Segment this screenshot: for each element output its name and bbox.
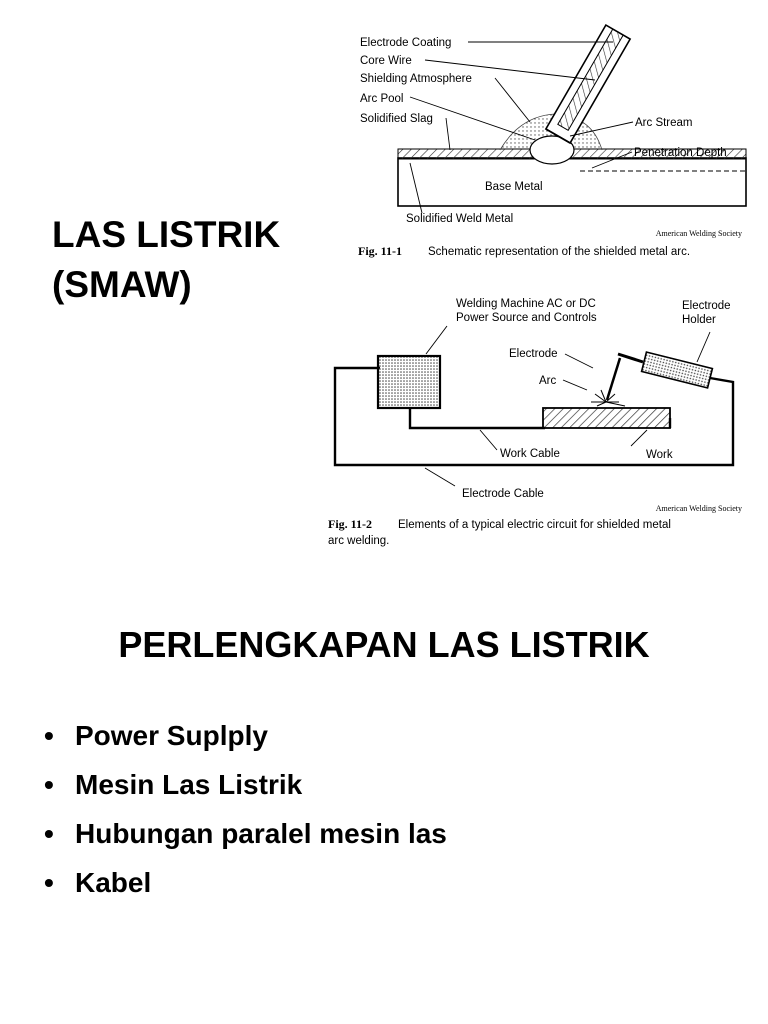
figure-2-caption-text-line-1: Elements of a typical electric circuit for shielded metal	[398, 519, 671, 531]
figure-2-diagram	[325, 290, 750, 552]
label-work: Work	[646, 449, 673, 461]
welding-machine-shape	[378, 356, 440, 408]
label-electrode: Electrode	[509, 348, 558, 360]
work-piece-shape	[543, 408, 670, 428]
list-item-text: Hubungan paralel mesin las	[75, 818, 447, 849]
bullet-icon: •	[44, 720, 54, 751]
list-item	[44, 762, 447, 811]
bullet-list	[44, 713, 447, 909]
figure-2-leaders	[425, 326, 710, 486]
list-item	[44, 713, 447, 762]
label-solidified-weld-metal: Solidified Weld Metal	[406, 213, 514, 225]
figure-2-caption-number: Fig. 11-2	[328, 517, 372, 531]
label-work-cable: Work Cable	[500, 448, 560, 460]
list-item	[44, 811, 447, 860]
label-arc-stream: Arc Stream	[635, 117, 693, 129]
label-electrode-coating: Electrode Coating	[360, 37, 452, 49]
figure-2-credit: American Welding Society	[655, 504, 742, 513]
label-base-metal: Base Metal	[485, 181, 543, 193]
list-item	[44, 860, 447, 909]
bullet-icon: •	[44, 867, 54, 898]
figure-shielded-metal-arc	[330, 18, 755, 268]
figure-1-caption-number: Fig. 11-1	[358, 244, 402, 258]
bullet-icon: •	[44, 818, 54, 849]
bullet-icon: •	[44, 769, 54, 800]
list-item-text: Mesin Las Listrik	[75, 769, 303, 800]
label-solidified-slag: Solidified Slag	[360, 113, 433, 125]
label-core-wire: Core Wire	[360, 55, 412, 67]
label-arc-pool: Arc Pool	[360, 93, 404, 105]
list-item-text: Kabel	[75, 867, 152, 898]
label-electrode-holder-line-1: Electrode	[682, 300, 731, 312]
label-shielding-atmosphere: Shielding Atmosphere	[360, 73, 472, 85]
label-electrode-cable: Electrode Cable	[462, 488, 544, 500]
label-electrode-holder-line-2: Holder	[682, 314, 716, 326]
electrode-holder-shape	[607, 352, 712, 400]
label-welding-machine-line-2: Power Source and Controls	[456, 312, 597, 324]
label-welding-machine-line-1: Welding Machine AC or DC	[456, 298, 596, 310]
slide-title-line-2: (SMAW)	[52, 264, 192, 305]
figure-electric-circuit	[325, 290, 750, 552]
slide-title	[52, 210, 280, 310]
label-arc: Arc	[539, 375, 557, 387]
section-heading: PERLENGKAPAN LAS LISTRIK	[118, 624, 650, 665]
figure-2-caption-text-line-2: arc welding.	[328, 535, 390, 547]
figure-1-credit: American Welding Society	[655, 229, 742, 238]
label-penetration-depth: Penetration Depth	[634, 147, 727, 159]
list-item-text: Power Suplply	[75, 720, 268, 751]
base-metal-shape	[398, 158, 746, 206]
slide-title-line-1: LAS LISTRIK	[52, 214, 281, 255]
figure-1-diagram	[330, 18, 755, 268]
figure-1-caption-text: Schematic representation of the shielded metal arc.	[428, 246, 691, 258]
